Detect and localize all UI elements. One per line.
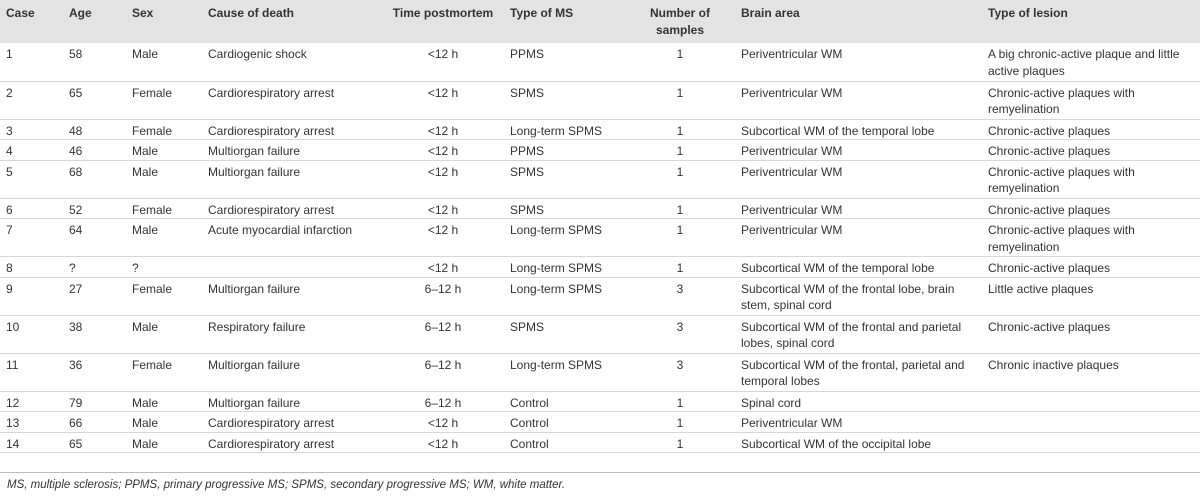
table-cell: PPMS bbox=[510, 144, 545, 158]
table-cell bbox=[982, 412, 1200, 433]
table-cell: SPMS bbox=[510, 85, 545, 100]
table-cell: Cardiorespiratory arrest bbox=[208, 202, 335, 217]
table-cell: 6–12 h bbox=[424, 281, 462, 296]
table-cell: Subcortical WM of the frontal lobe, brain stem, spinal cord bbox=[741, 281, 955, 312]
table-cell: <12 h bbox=[427, 416, 459, 430]
table-cell: Chronic-active plaques bbox=[988, 319, 1111, 334]
table-cell: Chronic inactive plaques bbox=[988, 357, 1119, 372]
table-cell: Subcortical WM of the occipital lobe bbox=[741, 436, 932, 451]
table-cell: Periventricular WM bbox=[741, 202, 843, 217]
table-cell: Cardiogenic shock bbox=[208, 47, 307, 61]
table-cell: SPMS bbox=[510, 319, 545, 334]
header-cell: Cause of death bbox=[208, 6, 295, 20]
table-row bbox=[0, 391, 1200, 412]
table-cell: Multiorgan failure bbox=[208, 144, 301, 158]
table-cell: Long-term SPMS bbox=[510, 223, 603, 237]
table-cell: <12 h bbox=[427, 202, 459, 217]
table-cell: Male bbox=[132, 47, 159, 61]
table-cell: 14 bbox=[6, 436, 20, 451]
table-row bbox=[0, 81, 1200, 119]
table-cell: Chronic-active plaques with remyelination bbox=[988, 164, 1135, 195]
table-cell: 6–12 h bbox=[424, 357, 462, 372]
table-cell: Subcortical WM of the frontal and parietal lobes, spinal cord bbox=[741, 319, 962, 350]
table-row bbox=[0, 198, 1200, 219]
table-cell: 13 bbox=[6, 416, 20, 430]
table-cell: Male bbox=[132, 144, 159, 158]
table-cell: 10 bbox=[6, 319, 20, 334]
table-cell: SPMS bbox=[510, 164, 545, 179]
table-cell: <12 h bbox=[427, 85, 459, 100]
table-cell: 2 bbox=[6, 85, 13, 100]
header-row bbox=[0, 0, 1200, 43]
table-cell: Chronic-active plaques bbox=[988, 144, 1111, 158]
header-cell: Case bbox=[6, 6, 35, 20]
table-cell: ? bbox=[132, 261, 139, 275]
table-cell: Cardiorespiratory arrest bbox=[208, 436, 335, 451]
table-row bbox=[0, 353, 1200, 391]
table-cell: 1 bbox=[676, 85, 684, 100]
table-row bbox=[0, 412, 1200, 433]
table-cell: Multiorgan failure bbox=[208, 395, 301, 410]
table-cell: Subcortical WM of the temporal lobe bbox=[741, 261, 935, 275]
table-cell: <12 h bbox=[427, 123, 459, 138]
table-row bbox=[0, 43, 1200, 81]
table-cell: Multiorgan failure bbox=[208, 357, 301, 372]
table-row bbox=[0, 277, 1200, 315]
table-cell: 3 bbox=[6, 123, 13, 138]
table-cell: Acute myocardial infarction bbox=[208, 223, 353, 237]
table-cell: <12 h bbox=[427, 223, 459, 237]
table-cell: Cardiorespiratory arrest bbox=[208, 85, 335, 100]
table-cell: 58 bbox=[69, 47, 83, 61]
table-cell: Multiorgan failure bbox=[208, 281, 301, 296]
table-cell: Female bbox=[132, 85, 173, 100]
table-cell: 48 bbox=[69, 123, 83, 138]
table-cell: Chronic-active plaques with remyelination bbox=[988, 223, 1135, 254]
header-cell: Type of lesion bbox=[988, 6, 1068, 20]
table-row bbox=[0, 315, 1200, 353]
table-cell: 52 bbox=[69, 202, 83, 217]
table-cell: Periventricular WM bbox=[741, 416, 843, 430]
table-cell: Male bbox=[132, 223, 159, 237]
table-cell bbox=[202, 257, 382, 278]
table-cell: 6–12 h bbox=[424, 319, 462, 334]
table-cell: <12 h bbox=[427, 144, 459, 158]
header-cell: Age bbox=[69, 6, 92, 20]
table-cell: 5 bbox=[6, 164, 13, 179]
table-cell bbox=[982, 432, 1200, 453]
table-cell: 36 bbox=[69, 357, 83, 372]
table-cell: ? bbox=[69, 261, 76, 275]
table-cell: Periventricular WM bbox=[741, 85, 843, 100]
header-cell: Number of samples bbox=[650, 6, 710, 37]
table-footnote: MS, multiple sclerosis; PPMS, primary progressive MS; SPMS, secondary progressive MS; WM, white matter. bbox=[7, 479, 566, 491]
table-row bbox=[0, 119, 1200, 140]
table-cell: 1 bbox=[676, 416, 684, 430]
table-cell: 6 bbox=[6, 202, 13, 217]
header-cell: Sex bbox=[132, 6, 154, 20]
table-cell: <12 h bbox=[427, 47, 459, 61]
table-cell: 1 bbox=[6, 47, 13, 61]
table-cell: Male bbox=[132, 164, 159, 179]
table-cell: Subcortical WM of the temporal lobe bbox=[741, 123, 935, 138]
table-cell: Cardiorespiratory arrest bbox=[208, 123, 335, 138]
table-cell: 3 bbox=[676, 357, 684, 372]
table-cell: 11 bbox=[6, 357, 19, 372]
table-cell: 1 bbox=[676, 123, 684, 138]
table-cell: A big chronic-active plaque and little active plaques bbox=[988, 47, 1180, 78]
table-cell: 1 bbox=[676, 164, 684, 179]
table-cell: Chronic-active plaques bbox=[988, 123, 1111, 138]
bottom-rule bbox=[0, 472, 1200, 473]
table-cell: 7 bbox=[6, 223, 13, 237]
table-cell: 27 bbox=[69, 281, 83, 296]
table-cell: Periventricular WM bbox=[741, 47, 843, 61]
table-cell: 1 bbox=[676, 261, 684, 275]
table-cell: PPMS bbox=[510, 47, 545, 61]
table-cell: <12 h bbox=[427, 261, 459, 275]
table-cell: Male bbox=[132, 395, 159, 410]
table-cell: <12 h bbox=[427, 436, 459, 451]
table-cell: Female bbox=[132, 202, 173, 217]
table-cell: Control bbox=[510, 436, 549, 451]
table-row bbox=[0, 257, 1200, 278]
table-cell: 1 bbox=[676, 202, 684, 217]
table-cell: 3 bbox=[676, 319, 684, 334]
table-cell: 68 bbox=[69, 164, 83, 179]
table-cell: 1 bbox=[676, 436, 684, 451]
table-cell: Spinal cord bbox=[741, 395, 802, 410]
table-cell: 65 bbox=[69, 85, 83, 100]
table-cell: 1 bbox=[676, 47, 684, 61]
header-cell: Time postmortem bbox=[392, 6, 494, 20]
table-cell: 1 bbox=[676, 144, 684, 158]
table-cell: Control bbox=[510, 395, 549, 410]
table-cell: 46 bbox=[69, 144, 83, 158]
table-cell: Female bbox=[132, 281, 173, 296]
header-cell: Type of MS bbox=[510, 6, 574, 20]
table-cell: Male bbox=[132, 319, 159, 334]
table-cell: Male bbox=[132, 436, 159, 451]
table-cell: Long-term SPMS bbox=[510, 123, 603, 138]
table-cell: Multiorgan failure bbox=[208, 164, 301, 179]
table-cell: 12 bbox=[6, 395, 20, 410]
table-cell: Control bbox=[510, 416, 549, 430]
table-row bbox=[0, 219, 1200, 257]
table-cell: Subcortical WM of the frontal, parietal and temporal lobes bbox=[741, 357, 965, 388]
table-cell: Female bbox=[132, 357, 173, 372]
table-cell: Long-term SPMS bbox=[510, 281, 603, 296]
table-cell: 9 bbox=[6, 281, 13, 296]
table-cell: Chronic-active plaques bbox=[988, 261, 1111, 275]
table-cell: Chronic-active plaques bbox=[988, 202, 1111, 217]
table-row bbox=[0, 432, 1200, 453]
table-cell: Long-term SPMS bbox=[510, 261, 603, 275]
table-cell: 4 bbox=[6, 144, 13, 158]
table-cell: SPMS bbox=[510, 202, 545, 217]
table-cell: 65 bbox=[69, 436, 83, 451]
header-cell: Brain area bbox=[741, 6, 800, 20]
table-row bbox=[0, 160, 1200, 198]
table-cell: Little active plaques bbox=[988, 281, 1094, 296]
table-cell: Periventricular WM bbox=[741, 164, 843, 179]
table-cell: Cardiorespiratory arrest bbox=[208, 416, 335, 430]
table-cell: Male bbox=[132, 416, 159, 430]
table-cell: 1 bbox=[676, 223, 684, 237]
table-cell: Female bbox=[132, 123, 173, 138]
table-cell: 8 bbox=[6, 261, 13, 275]
table-cell: Periventricular WM bbox=[741, 144, 843, 158]
table-cell: Periventricular WM bbox=[741, 223, 843, 237]
table-cell: 64 bbox=[69, 223, 83, 237]
table-cell: 38 bbox=[69, 319, 83, 334]
table-cell: 3 bbox=[676, 281, 684, 296]
table-cell: Long-term SPMS bbox=[510, 357, 603, 372]
table-cell: Respiratory failure bbox=[208, 319, 306, 334]
table-cell bbox=[982, 391, 1200, 412]
table-cell: <12 h bbox=[427, 164, 459, 179]
table-cell: 6–12 h bbox=[424, 395, 462, 410]
table-cell: 1 bbox=[676, 395, 684, 410]
table-row bbox=[0, 140, 1200, 161]
table-cell: Chronic-active plaques with remyelination bbox=[988, 85, 1135, 116]
table-cell: 79 bbox=[69, 395, 83, 410]
table-cell: 66 bbox=[69, 416, 83, 430]
